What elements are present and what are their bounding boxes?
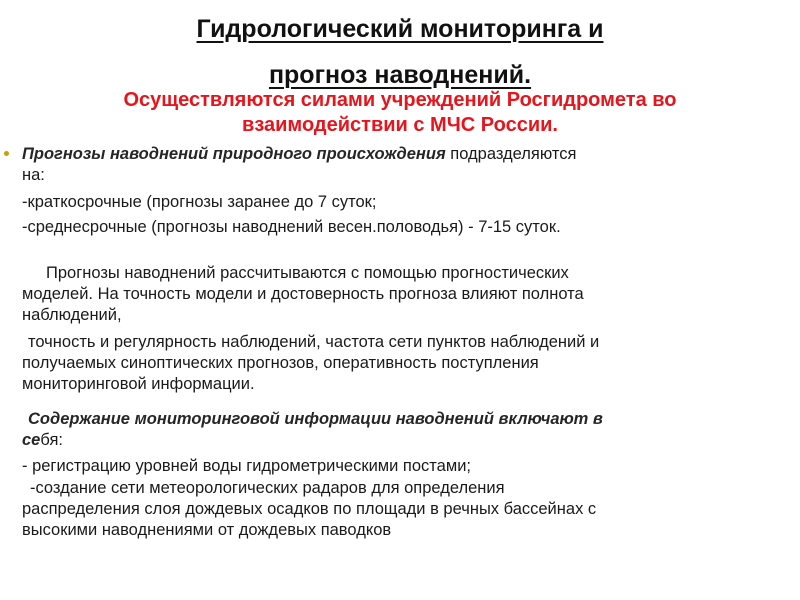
list-item: -создание сети метеорологических радаров для определения [30,479,505,497]
paragraph-line: Прогнозы наводнений рассчитываются с помощью прогностических [46,264,569,282]
slide-body [0,144,800,541]
subtitle-line-1: Осуществляются силами учреждений Росгидромета во [123,89,677,111]
paragraph-line: наблюдений, [22,306,122,324]
paragraph-line: получаемых синоптических прогнозов, оперативность поступления [22,354,539,372]
title-line-2: прогноз наводнений. [268,61,532,89]
monitoring-content-heading-end: се [22,431,41,449]
slide-title [60,6,740,98]
forecast-types-heading: Прогнозы наводнений природного происхождения [22,145,446,163]
forecast-types-list [0,188,800,238]
monitoring-content-heading: Содержание мониторинговой информации наводнений включают в [28,410,603,428]
forecast-types-intro-end: на: [22,166,45,184]
subtitle-line-2: взаимодействии с МЧС России. [242,114,558,136]
monitoring-content-paragraph [0,409,800,451]
list-item: -среднесрочные (прогнозы наводнений весен.половодья) - 7-15 суток. [22,218,561,236]
forecast-types-paragraph [0,144,800,186]
paragraph-line: точность и регулярность наблюдений, частота сети пунктов наблюдений и [28,333,600,351]
list-item-continuation: распределения слоя дождевых осадков по площади в речных бассейнах с [22,500,597,518]
list-item: -краткосрочные (прогнозы заранее до 7 суток; [22,193,377,211]
monitoring-content-list [0,454,800,541]
title-line-1: Гидрологический мониторинга и [196,15,604,43]
list-item: - регистрацию уровней воды гидрометрическими постами; [22,457,471,475]
paragraph-line: моделей. На точность модели и достоверность прогноза влияют полнота [22,285,584,303]
forecast-types-intro: подразделяются [445,145,577,163]
paragraph-line: мониторинговой информации. [22,375,255,393]
slide-subtitle [30,88,770,138]
accuracy-paragraph [0,332,800,395]
bullet-dot-icon [4,151,9,156]
monitoring-content-intro: бя: [40,431,63,449]
models-paragraph [0,263,800,326]
list-item-continuation: высокими наводнениями от дождевых паводков [22,521,392,539]
